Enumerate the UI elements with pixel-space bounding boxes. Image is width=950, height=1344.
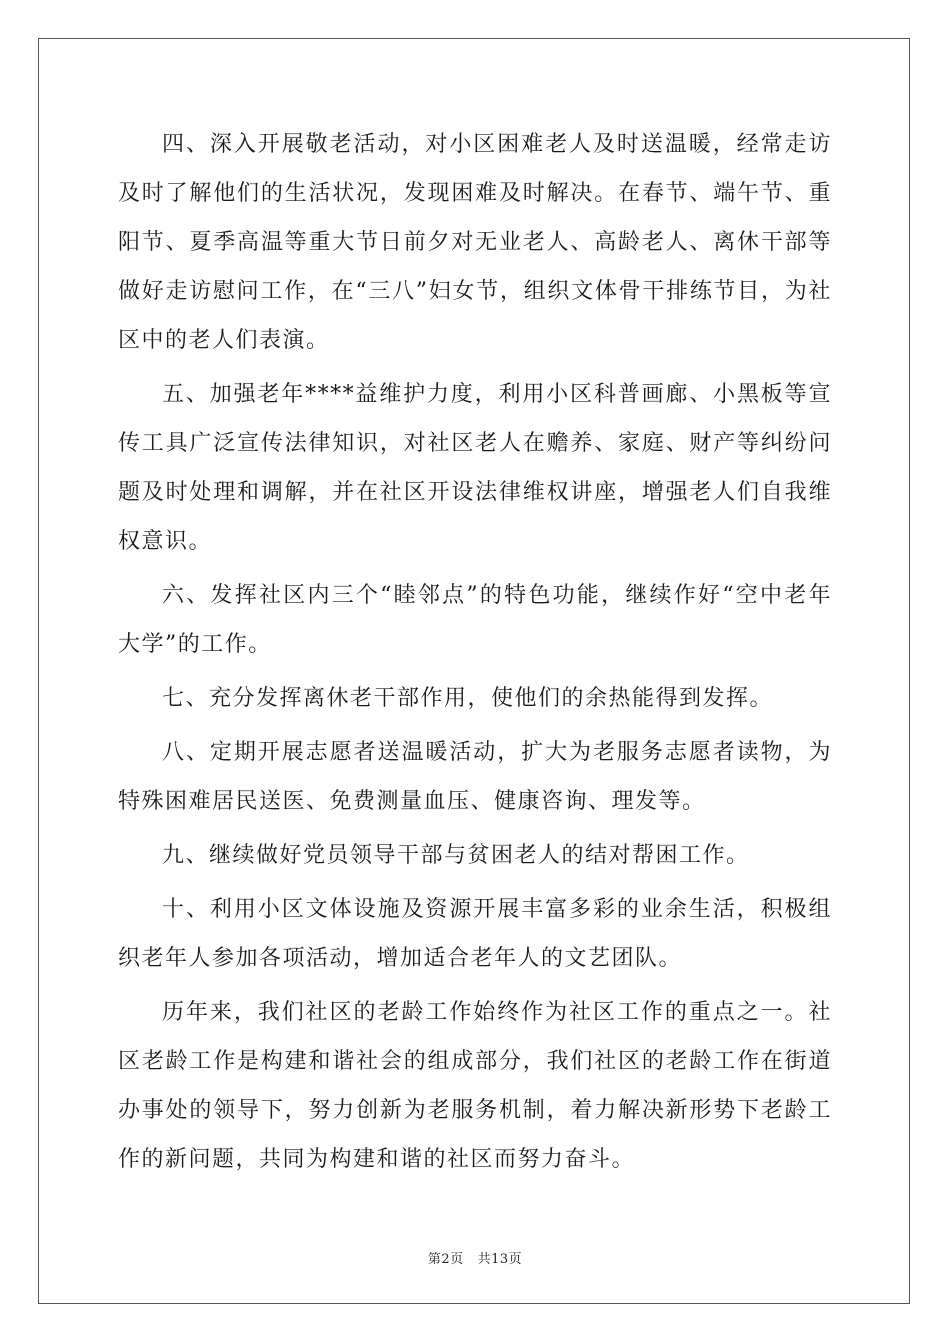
paragraph-item-9: 九、继续做好党员领导干部与贫困老人的结对帮困工作。 <box>162 843 750 868</box>
paragraph-item-5: 五、加强老年****益维护力度，利用小区科普画廊、小黑板等宣传工具广泛宣传法律知识，对社区老人在赡养、家庭、财产等纠纷问题及时处理和调解，并在社区开设法律维权讲座，增强老人们自我维权意识。 <box>118 382 832 554</box>
paragraph-item-8: 八、定期开展志愿者送温暖活动，扩大为老服务志愿者读物，为特殊困难居民送医、免费测量血压、健康咨询、理发等。 <box>118 740 832 814</box>
paragraph-item-10: 十、利用小区文体设施及资源开展丰富多彩的业余生活，积极组织老年人参加各项活动，增加适合老年人的文艺团队。 <box>118 897 832 971</box>
page-total: 共13页 <box>477 1252 523 1267</box>
page-number: 第2页 <box>427 1252 464 1267</box>
paragraph-item-7: 七、充分发挥离休老干部作用，使他们的余热能得到发挥。 <box>162 686 774 711</box>
page-footer <box>0 1248 950 1267</box>
paragraph-item-6: 六、发挥社区内三个“睦邻点”的特色功能，继续作好“空中老年大学”的工作。 <box>118 583 832 657</box>
document-body <box>118 120 832 1189</box>
paragraph-summary: 历年来，我们社区的老龄工作始终作为社区工作的重点之一。社区老龄工作是构建和谐社会的组成部分，我们社区的老龄工作在街道办事处的领导下，努力创新为老服务机制，着力解决新形势下老龄工作的新问题，共同为构建和谐的社区而努力奋斗。 <box>118 1000 832 1172</box>
paragraph-item-4: 四、深入开展敬老活动，对小区困难老人及时送温暖，经常走访及时了解他们的生活状况，发现困难及时解决。在春节、端午节、重阳节、夏季高温等重大节日前夕对无业老人、高龄老人、离休干部等做好走访慰问工作，在“三八”妇女节，组织文体骨干排练节目，为社区中的老人们表演。 <box>118 132 832 353</box>
